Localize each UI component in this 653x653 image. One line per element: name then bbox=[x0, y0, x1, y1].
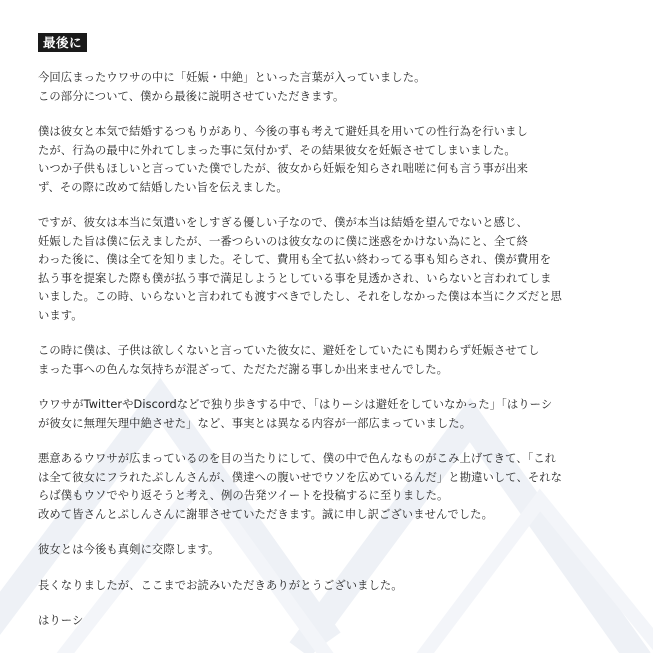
paragraph bbox=[38, 342, 630, 379]
text-line: います。 bbox=[38, 308, 83, 322]
text-line: いつか子供もほしいと言っていた僕でしたが、彼女から妊娠を知らされ咄嗟に何も言う事が出来 bbox=[38, 162, 529, 175]
text-line: 彼女とは今後も真剣に交際します。 bbox=[38, 543, 220, 556]
signature bbox=[38, 612, 630, 631]
text-line: ですが、彼女は本当に気遣いをしすぎる優しい子なので、僕が本当は結婚を望んでないと感じ、 bbox=[38, 216, 528, 229]
document-body bbox=[38, 32, 630, 631]
text-line: ウワサがTwitterやDiscordなどで独り歩きする中で、「はりーシは避妊をしていなかった」「はりーシ bbox=[38, 398, 553, 411]
text-line: 払う事を提案した際も僕が払う事で満足しようとしている事を見透かされ、いらないと言われてしま bbox=[38, 271, 552, 285]
text-line: 長くなりましたが、ここまでお読みいただきありがとうございました。 bbox=[38, 578, 403, 592]
text-line: 僕は彼女と本気で結婚するつもりがあり、今後の事も考えて避妊具を用いての性行為を行いまし bbox=[38, 125, 528, 138]
section-heading: 最後に bbox=[38, 33, 87, 52]
paragraph bbox=[38, 396, 630, 433]
text-line: 悪意あるウワサが広まっているのを目の当たりにして、僕の中で色んなものがこみ上げてきて、「これ bbox=[38, 452, 557, 465]
text-line: は全て彼女にフラれたぷしんさんが、僕達への腹いせでウソを広めているんだ」と勘違いして、それな bbox=[38, 470, 563, 484]
text-line: まった事への色んな気持ちが混ざって、ただただ謝る事しか出来ませんでした。 bbox=[38, 362, 449, 376]
paragraph bbox=[38, 123, 630, 197]
paragraph bbox=[38, 69, 630, 106]
text-line: たが、行為の最中に外れてしまった事に気付かず、その結果彼女を妊娠させてしまいました。 bbox=[38, 143, 516, 157]
text-line: らば僕もウソでやり返そうと考え、例の告発ツイートを投稿するに至りました。 bbox=[38, 489, 449, 502]
text-line: わった後に、僕は全てを知りました。そして、費用も全て払い終わってる事も知らされ、僕が費用を bbox=[38, 253, 552, 266]
text-line: 改めて皆さんとぷしんさんに謝罪させていただきます。誠に申し訳ございませんでした。 bbox=[38, 507, 493, 521]
text-line: ず、その際に改めて結婚したい旨を伝えました。 bbox=[38, 180, 288, 194]
text-line: 妊娠した旨は僕に伝えましたが、一番つらいのは彼女なのに僕に迷惑をかけない為にと、全て終 bbox=[38, 234, 529, 248]
text-line: はりーシ bbox=[38, 614, 84, 627]
text-line: いました。この時、いらないと言われても渡すべきでしたし、それをしなかった僕は本当にクズだと思 bbox=[38, 290, 562, 303]
text-line: 今回広まったウワサの中に「妊娠・中絶」といった言葉が入っていました。 bbox=[38, 71, 426, 84]
paragraphs bbox=[38, 69, 630, 631]
paragraph bbox=[38, 450, 630, 524]
paragraph bbox=[38, 214, 630, 325]
text-line: が彼女に無理矢理中絶させた」など、事実とは異なる内容が一部広まっていました。 bbox=[38, 416, 472, 430]
text-line: この時に僕は、子供は欲しくないと言っていた彼女に、避妊をしていたにも関わらず妊娠させてし bbox=[38, 344, 540, 357]
text-line: この部分について、僕から最後に説明させていただきます。 bbox=[38, 89, 345, 103]
paragraph bbox=[38, 541, 630, 560]
paragraph bbox=[38, 577, 630, 596]
